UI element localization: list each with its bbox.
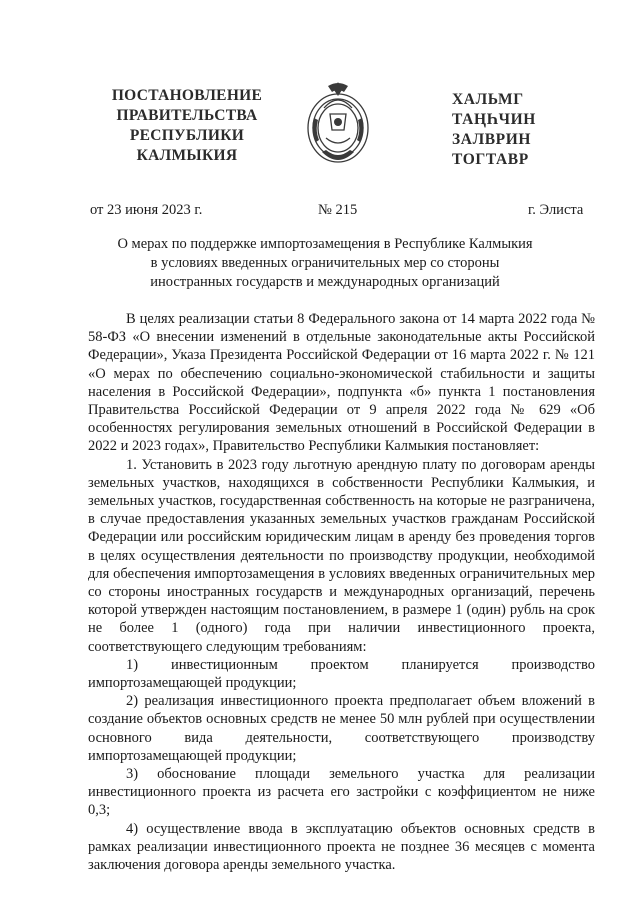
document-title [60,235,590,292]
kalmykia-coat-of-arms-icon [300,78,376,170]
body-paragraph: В целях реализации статьи 8 Федерального закона от 14 марта 2022 года № 58-ФЗ «О внесении изменений в отдельные законодательные акты Российской Федерации», Указа Президента Российской Федерации от 16 марта 2022 г. № 121 «О мерах по обеспечению социально-экономической стабильности и защиты населения в Российской Федерации», подпункта «б» пункта 1 постановления Правительства Российской Федерации от 9 апреля 2022 года № 629 «Об особенностях регулирования земельных отношений в Российской Федерации в 2022 и 2023 годах», Правительство Республики Калмыкия постановляет: [88,311,595,455]
header-right-line: ТОГТАВР [452,151,529,168]
header-right-line: ХАЛЬМГ [452,91,524,108]
body-paragraph: 4) осуществление ввода в эксплуатацию объектов основных средств в рамках реализации инвестиционного проекта не позднее 36 месяцев с момента заключения договора аренды земельного участка. [88,820,595,874]
title-line: О мерах по поддержке импортозамещения в Республике Калмыкия [117,236,533,252]
body-paragraph: 3) обоснование площади земельного участка для реализации инвестиционного проекта из расчета его застройки с коэффициентом не ниже 0,3; [88,766,595,819]
document-body [88,310,595,874]
header-kalmyk [452,90,582,170]
body-paragraph: 2) реализация инвестиционного проекта предполагает объем вложений в создание объектов основных средств не менее 50 млн рублей при осуществлении основного вида деятельности, соответствующего производству импортозамещающей продукции; [88,693,595,764]
header-right-line: ЗАЛВРИН [452,131,532,148]
header-left-line: ПРАВИТЕЛЬСТВА [116,107,258,124]
header-russian [92,86,282,166]
document-city: г. Элиста [528,202,584,218]
document-date: от 23 июня 2023 г. [90,202,203,218]
header-left-line: ПОСТАНОВЛЕНИЕ [111,87,263,104]
header-left-line: КАЛМЫКИЯ [136,147,238,164]
header-right-line: ТАҢҺЧИН [452,111,536,128]
title-line: иностранных государств и международных организаций [150,274,500,290]
body-paragraph: 1. Установить в 2023 году льготную арендную плату по договорам аренды земельных участков, находящихся в собственности Республики Калмыкия, и земельных участков, государственная собственность на которые не разграничена, в случае предоставления указанных земельных участков гражданам Российской Федерации или российским юридическим лицам в аренду без проведения торгов в целях осуществления деятельности по производству продукции, необходимой для обеспечения импортозамещения в условиях введенных ограничительных мер со стороны иностранных государств и международных организаций, перечень которой утвержден настоящим постановлением, в размере 1 (один) рубль на срок не более 1 (одного) года при наличии инвестиционного проекта, соответствующего следующим требованиям: [88,456,595,655]
title-line: в условиях введенных ограничительных мер со стороны [150,255,500,271]
header-left-line: РЕСПУБЛИКИ [129,127,245,144]
body-paragraph: 1) инвестиционным проектом планируется производство импортозамещающей продукции; [88,656,595,692]
document-number: № 215 [318,202,358,218]
